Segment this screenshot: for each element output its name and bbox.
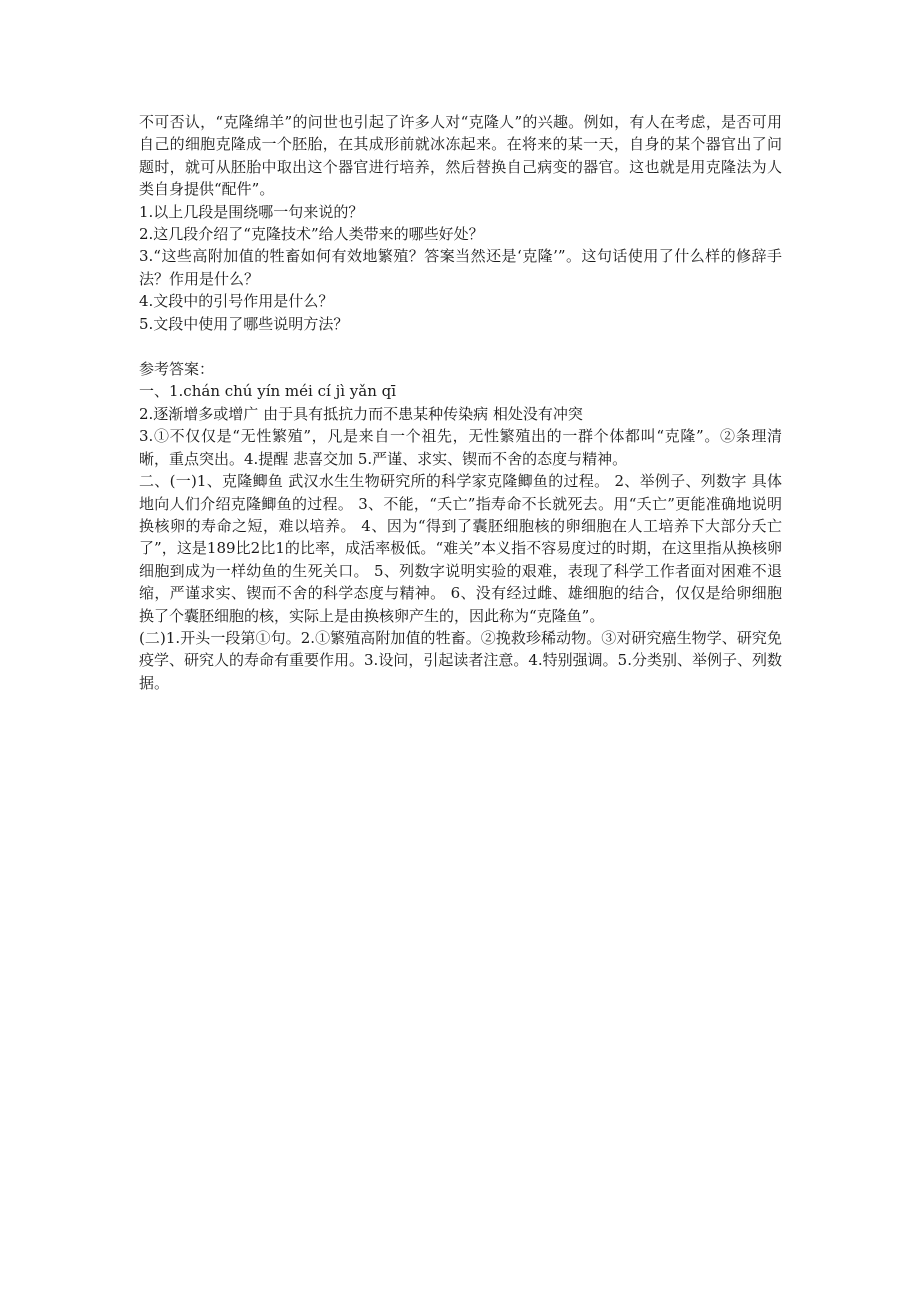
spacer xyxy=(139,335,782,358)
answers-heading: 参考答案： xyxy=(139,360,215,379)
answer-2: 2.逐渐增多或增广 由于具有抵抗力而不患某种传染病 相处没有冲突 xyxy=(139,404,583,423)
question-1: 1.以上几段是围绕哪一句来说的？ xyxy=(139,202,364,221)
question-2: 2.这几段介绍了“克隆技术”给人类带来的哪些好处？ xyxy=(139,225,484,244)
document-body xyxy=(139,111,782,694)
answer-1: 一、1.chán chú yín méi cí jì yǎn qī xyxy=(139,382,397,401)
question-5: 5.文段中使用了哪些说明方法？ xyxy=(139,314,349,333)
question-4: 4.文段中的引号作用是什么？ xyxy=(139,292,334,311)
answer-3: 3.①不仅仅是“无性繁殖”，凡是来自一个祖先，无性繁殖出的一群个体都叫“克隆”。②条理清晰，重点突出。4.提醒 悲喜交加 5.严谨、求实、锲而不舍的态度与精神。 xyxy=(139,427,782,468)
answer-4: 二、(一)1、克隆鲫鱼 武汉水生生物研究所的科学家克隆鲫鱼的过程。 2、举例子、列数字 具体地向人们介绍克隆鲫鱼的过程。 3、不能，“夭亡”指寿命不长就死去。用“夭亡”更能准确地说明换核卵的寿命之短，难以培养。 4、因为“得到了囊胚细胞核的卵细胞在人工培养下大部分夭亡了”，这是189比2比1的比率，成活率极低。“难关”本义指不容易度过的时期，在这里指从换核卵细胞到成为一样幼鱼的生死关口。 5、列数字说明实验的艰难，表现了科学工作者面对困难不退缩，严谨求实、锲而不舍的科学态度与精神。 6、没有经过雌、雄细胞的结合，仅仅是给卵细胞换了个囊胚细胞的核，实际上是由换核卵产生的，因此称为“克隆鱼”。 xyxy=(139,472,782,625)
question-3: 3.“这些高附加值的牲畜如何有效地繁殖？答案当然还是‘克隆’”。这句话使用了什么样的修辞手法？作用是什么？ xyxy=(139,247,782,288)
intro-paragraph: 不可否认，“克隆绵羊”的问世也引起了许多人对“克隆人”的兴趣。例如，有人在考虑，是否可用自己的细胞克隆成一个胚胎，在其成形前就冰冻起来。在将来的某一天，自身的某个器官出了问题时，就可从胚胎中取出这个器官进行培养，然后替换自己病变的器官。这也就是用克隆法为人类自身提供“配件”。 xyxy=(139,113,782,199)
answer-5: (二)1.开头一段第①句。2.①繁殖高附加值的牲畜。②挽救珍稀动物。③对研究癌生物学、研究免疫学、研究人的寿命有重要作用。3.设问，引起读者注意。4.特别强调。5.分类别、举例子、列数据。 xyxy=(139,628,782,692)
